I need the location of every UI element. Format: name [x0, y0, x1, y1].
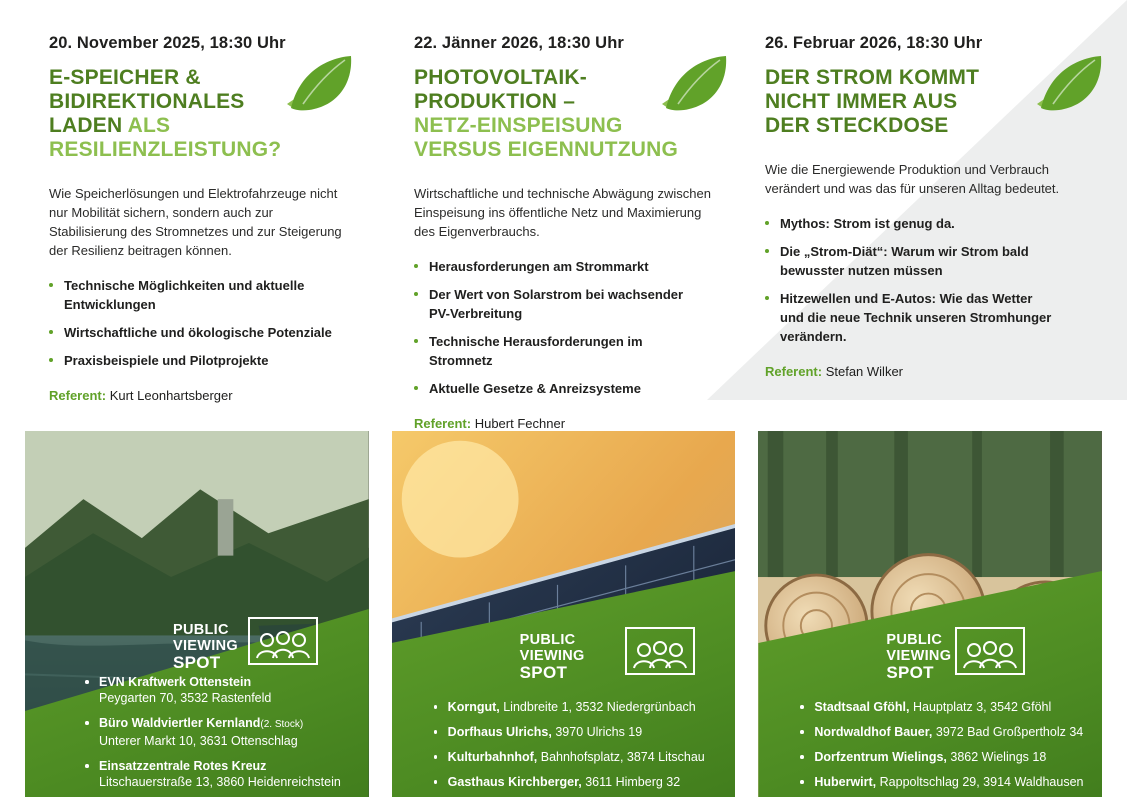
referent-label: Referent: — [414, 416, 472, 431]
referent-name: Stefan Wilker — [825, 364, 904, 379]
event-date: 22. Jänner 2026, 18:30 Uhr — [414, 34, 624, 52]
location-name: Dorfzentrum Wielings, — [814, 750, 947, 764]
list-item: Der Wert von Solarstrom bei wachsender PV-Verbreitung — [414, 285, 704, 323]
public-viewing-label — [520, 632, 585, 681]
public-viewing-icon — [247, 616, 319, 666]
location-name: Büro Waldviertler Kernland — [99, 716, 261, 730]
location-address: Rappoltschlag 29, 3914 Waldhausen — [879, 775, 1084, 789]
location-address: 3970 Ulrichs 19 — [555, 725, 643, 739]
list-item: Technische Möglichkeiten und aktuelle Entwicklungen — [49, 276, 339, 314]
list-item — [800, 724, 1100, 740]
location-address: Peygarten 70, 3532 Rastenfeld — [99, 691, 272, 705]
pvs-line-3: SPOT — [519, 663, 568, 682]
event-title-line3: NETZ-EINSPEISUNG — [414, 114, 623, 137]
location-name: Kulturbahnhof, — [447, 750, 538, 764]
pvs-line-2: VIEWING — [519, 648, 585, 664]
event-referent — [414, 416, 720, 431]
list-item: Herausforderungen am Strommarkt — [414, 257, 704, 276]
referent-name: Kurt Leonhartsberger — [109, 388, 233, 403]
public-viewing-icon — [954, 626, 1026, 676]
location-name: Nordwaldhof Bauer, — [814, 725, 933, 739]
location-address: Litschauerstraße 13, 3860 Heidenreichstein — [99, 775, 341, 789]
location-address: Hauptplatz 3, 3542 Gföhl — [912, 700, 1052, 714]
event-bullets — [49, 276, 345, 370]
list-item — [85, 674, 369, 706]
event-title-line2: PRODUKTION – — [414, 90, 576, 113]
public-viewing-label — [886, 632, 951, 681]
location-list — [85, 674, 369, 797]
pvs-line-3: SPOT — [886, 663, 934, 682]
list-item: Mythos: Strom ist genug da. — [765, 214, 1055, 233]
list-item — [85, 715, 369, 749]
location-address: 3972 Bad Großpertholz 34 — [935, 725, 1084, 739]
list-item: Aktuelle Gesetze & Anreizsysteme — [414, 379, 704, 398]
event-title-line3: DER STECKDOSE — [765, 114, 949, 137]
list-item — [85, 758, 369, 790]
public-viewing-icon — [624, 626, 696, 676]
location-list — [800, 699, 1100, 797]
viewing-spot-card-2 — [392, 431, 736, 797]
event-column-3 — [750, 34, 1125, 431]
event-title-line3: LADEN — [49, 114, 123, 137]
event-title-line2: BIDIREKTIONALES — [49, 90, 245, 113]
location-name: Stadtsaal Gföhl, — [814, 700, 910, 714]
pvs-line-1: PUBLIC — [886, 632, 943, 648]
event-intro: Wie die Energiewende Produktion und Verbrauch verändert und was das für unseren Alltag bedeutet. — [765, 162, 1060, 196]
event-intro: Wirtschaftliche und technische Abwägung zwischen Einspeisung ins öffentliche Netz und Maximierung des Eigenverbrauchs. — [414, 186, 711, 239]
leaf-icon — [279, 48, 357, 114]
viewing-spot-card-3 — [758, 431, 1102, 797]
pvs-line-2: VIEWING — [173, 638, 238, 654]
pvs-line-1: PUBLIC — [519, 632, 576, 648]
referent-label: Referent: — [765, 364, 823, 379]
list-item — [434, 724, 734, 740]
event-referent — [49, 388, 345, 403]
event-bullets — [414, 257, 720, 398]
event-referent — [765, 364, 1095, 379]
list-item: Technische Herausforderungen im Stromnetz — [414, 332, 704, 370]
list-item: Hitzewellen und E-Autos: Wie das Wetter und die neue Technik unseren Stromhunger verändern. — [765, 289, 1055, 346]
location-name: Dorfhaus Ulrichs, — [447, 725, 552, 739]
location-address: Bahnhofsplatz, 3874 Litschau — [540, 750, 705, 764]
event-title-line4: VERSUS EIGENNUTZUNG — [414, 138, 678, 161]
location-note: (2. Stock) — [260, 719, 304, 730]
event-title-line1: PHOTOVOLTAIK- — [414, 66, 587, 89]
location-name: Huberwirt, — [814, 775, 877, 789]
pvs-line-1: PUBLIC — [173, 622, 229, 638]
list-item: Praxisbeispiele und Pilotprojekte — [49, 351, 339, 370]
list-item — [434, 749, 734, 765]
location-address: 3611 Himberg 32 — [585, 775, 681, 789]
event-bullets — [765, 214, 1095, 346]
public-viewing-label — [173, 622, 238, 671]
list-item — [800, 749, 1100, 765]
list-item — [434, 699, 734, 715]
list-item — [800, 699, 1100, 715]
location-list — [434, 699, 734, 797]
event-title-line1: E-SPEICHER & — [49, 66, 201, 89]
list-item: Wirtschaftliche und ökologische Potenziale — [49, 323, 339, 342]
list-item — [434, 774, 734, 790]
event-title-line1: DER STROM KOMMT — [765, 66, 980, 89]
event-title-line2: NICHT IMMER AUS — [765, 90, 958, 113]
location-address: Unterer Markt 10, 3631 Ottenschlag — [99, 734, 298, 748]
pvs-line-2: VIEWING — [886, 648, 952, 664]
location-name: Einsatzzentrale Rotes Kreuz — [99, 759, 267, 773]
list-item: Die „Strom-Diät“: Warum wir Strom bald bewusster nutzen müssen — [765, 242, 1055, 280]
event-title-line3b: ALS — [122, 114, 171, 137]
leaf-icon — [1029, 48, 1107, 114]
list-item — [800, 774, 1100, 790]
event-intro: Wie Speicherlösungen und Elektrofahrzeuge nicht nur Mobilität sichern, sondern auch zur Stabilisierung des Stromnetzes und zur Steigerung der Resilienz beitragen können. — [49, 186, 342, 258]
referent-label: Referent: — [49, 388, 107, 403]
event-column-1 — [0, 34, 375, 431]
leaf-icon — [654, 48, 732, 114]
viewing-spots-row — [0, 431, 1127, 797]
location-address: 3862 Wielings 18 — [950, 750, 1047, 764]
referent-name: Hubert Fechner — [474, 416, 566, 431]
event-title-line4: RESILIENZLEISTUNG? — [49, 138, 282, 161]
event-column-2 — [375, 34, 750, 431]
location-name: EVN Kraftwerk Ottenstein — [99, 675, 252, 689]
event-date: 26. Februar 2026, 18:30 Uhr — [765, 34, 983, 52]
location-address: Lindbreite 1, 3532 Niedergrünbach — [503, 700, 696, 714]
event-date: 20. November 2025, 18:30 Uhr — [49, 34, 286, 52]
location-name: Gasthaus Kirchberger, — [447, 775, 582, 789]
pvs-line-3: SPOT — [173, 653, 221, 672]
viewing-spot-card-1 — [25, 431, 369, 797]
location-name: Korngut, — [447, 700, 500, 714]
